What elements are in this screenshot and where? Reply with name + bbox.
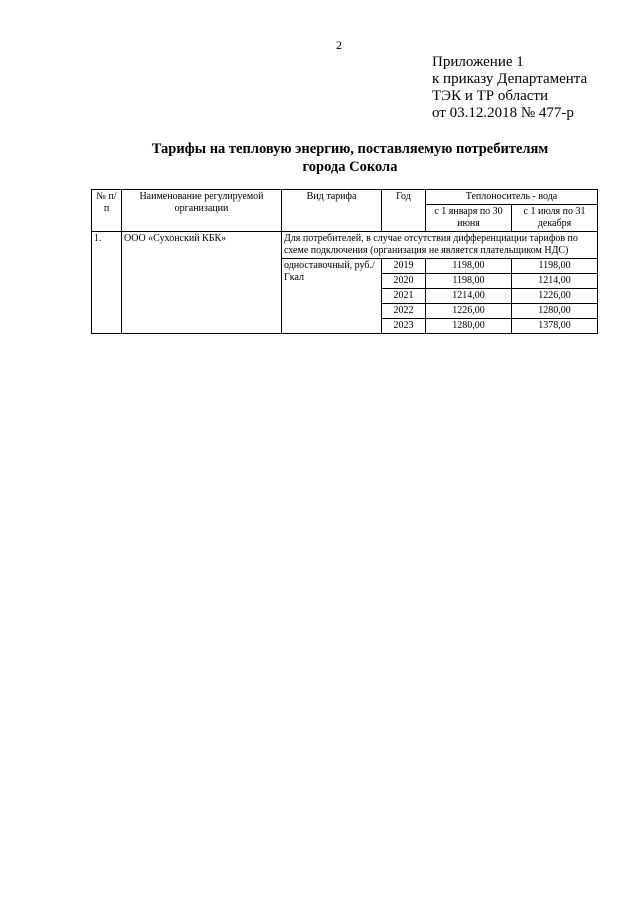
year-cell: 2019 xyxy=(382,259,426,274)
header-tariff-type: Вид тарифа xyxy=(282,190,382,232)
header-org: Наименование регулируемой организации xyxy=(122,190,282,232)
year-cell: 2020 xyxy=(382,274,426,289)
value-cell-h2: 1378,00 xyxy=(512,319,598,334)
page-number: 2 xyxy=(336,38,342,52)
value-cell-h2: 1198,00 xyxy=(512,259,598,274)
appendix-line-1: Приложение 1 xyxy=(432,54,524,70)
document-title xyxy=(100,140,600,176)
row-tariff-type: одноставочный, руб./Гкал xyxy=(282,259,382,334)
title-line-1: Тарифы на тепловую энергию, поставляемую потребителям xyxy=(151,141,549,157)
header-num: № п/п xyxy=(92,190,122,232)
value-cell-h1: 1280,00 xyxy=(426,319,512,334)
header-carrier: Теплоноситель - вода xyxy=(426,190,598,205)
value-cell-h1: 1214,00 xyxy=(426,289,512,304)
row-num: 1. xyxy=(92,232,122,334)
year-cell: 2021 xyxy=(382,289,426,304)
appendix-line-3: ТЭК и ТР области xyxy=(432,88,548,104)
table-header-row xyxy=(92,190,598,205)
row-org: ООО «Сухонский КБК» xyxy=(122,232,282,334)
value-cell-h1: 1226,00 xyxy=(426,304,512,319)
appendix-line-2: к приказу Департамента xyxy=(432,71,588,87)
year-cell: 2022 xyxy=(382,304,426,319)
appendix-line-4: от 03.12.2018 № 477-р xyxy=(432,105,574,121)
header-year: Год xyxy=(382,190,426,232)
appendix-block xyxy=(432,54,587,122)
value-cell-h2: 1214,00 xyxy=(512,274,598,289)
tariff-table xyxy=(91,189,598,334)
table-row xyxy=(92,232,598,259)
header-period-2: с 1 июля по 31 декабря xyxy=(512,205,598,232)
title-line-2: города Сокола xyxy=(302,159,398,175)
header-period-1: с 1 января по 30 июня xyxy=(426,205,512,232)
value-cell-h2: 1280,00 xyxy=(512,304,598,319)
value-cell-h1: 1198,00 xyxy=(426,259,512,274)
value-cell-h2: 1226,00 xyxy=(512,289,598,304)
row-note: Для потребителей, в случае отсутствия дифференциации тарифов по схеме подключения (организация не является плательщиком НДС) xyxy=(282,232,598,259)
year-cell: 2023 xyxy=(382,319,426,334)
value-cell-h1: 1198,00 xyxy=(426,274,512,289)
